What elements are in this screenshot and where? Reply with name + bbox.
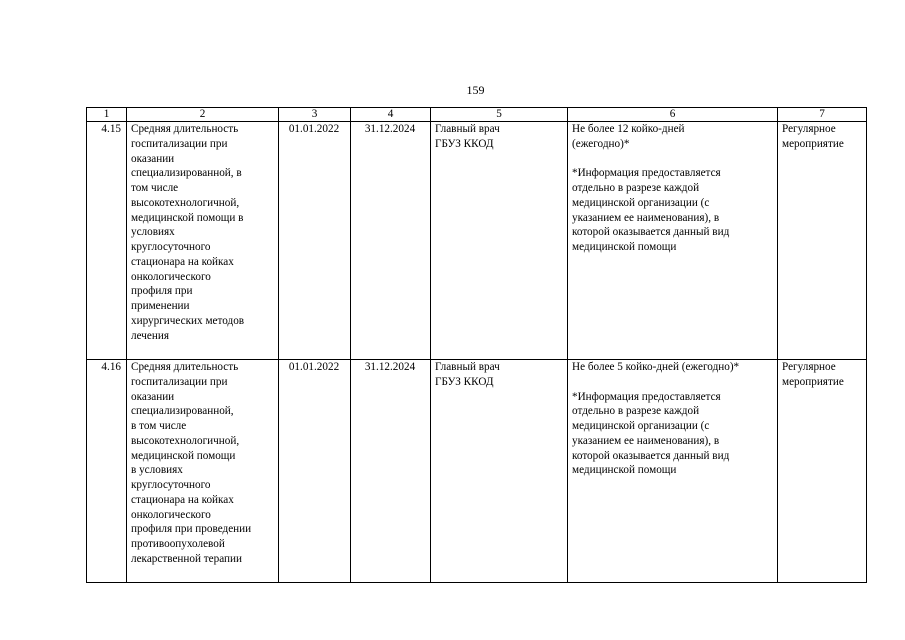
- responsible-text: Главный врач ГБУЗ ККОД: [435, 123, 500, 150]
- target-cell: [568, 122, 778, 360]
- footnote-text: *Информация предоставляется отдельно в разрезе каждой медицинской организации (с указанием ее наименования), в которой оказывается данный вид медицинской помощи: [572, 167, 730, 253]
- type-text: Регулярное мероприятие: [782, 361, 844, 388]
- row-number: 4.15: [87, 122, 127, 360]
- column-number: 2: [127, 108, 279, 122]
- start-date: 01.01.2022: [279, 122, 351, 360]
- measures-table: [86, 107, 867, 583]
- end-date: 31.12.2024: [351, 122, 431, 360]
- responsible-cell: [431, 122, 568, 360]
- column-number: 5: [431, 108, 568, 122]
- end-date: 31.12.2024: [351, 360, 431, 583]
- target-value: Не более 12 койко-дней (ежегодно)*: [572, 123, 685, 150]
- indicator-text: Средняя длительность госпитализации при оказании специализированной, в том числе высокотехнологичной, медицинской помощи в условиях круглосуточного стационара на койках онкологического профиля при применении хирургических методов лечения: [131, 123, 245, 342]
- column-number-row: [87, 108, 867, 122]
- column-number: 7: [778, 108, 867, 122]
- indicator-text: Средняя длительность госпитализации при оказании специализированной, в том числе высокотехнологичной, медицинской помощи в условиях круглосуточного стационара на койках онкологического профиля при проведении противоопухолевой лекарственной терапии: [131, 361, 252, 565]
- target-value: Не более 5 койко-дней (ежегодно)*: [572, 361, 740, 373]
- column-number: 1: [87, 108, 127, 122]
- footnote-text: *Информация предоставляется отдельно в разрезе каждой медицинской организации (с указанием ее наименования), в которой оказывается данный вид медицинской помощи: [572, 390, 730, 477]
- indicator-cell: [127, 122, 279, 360]
- start-date: 01.01.2022: [279, 360, 351, 583]
- responsible-cell: [431, 360, 568, 583]
- column-number: 3: [279, 108, 351, 122]
- type-cell: [778, 360, 867, 583]
- row-number: 4.16: [87, 360, 127, 583]
- table-row: [87, 360, 867, 583]
- column-number: 4: [351, 108, 431, 122]
- column-number: 6: [568, 108, 778, 122]
- type-cell: [778, 122, 867, 360]
- target-cell: [568, 360, 778, 583]
- table-row: [87, 122, 867, 360]
- responsible-text: Главный врач ГБУЗ ККОД: [435, 361, 500, 388]
- page-number: 159: [466, 83, 485, 97]
- indicator-cell: [127, 360, 279, 583]
- type-text: Регулярное мероприятие: [782, 123, 844, 150]
